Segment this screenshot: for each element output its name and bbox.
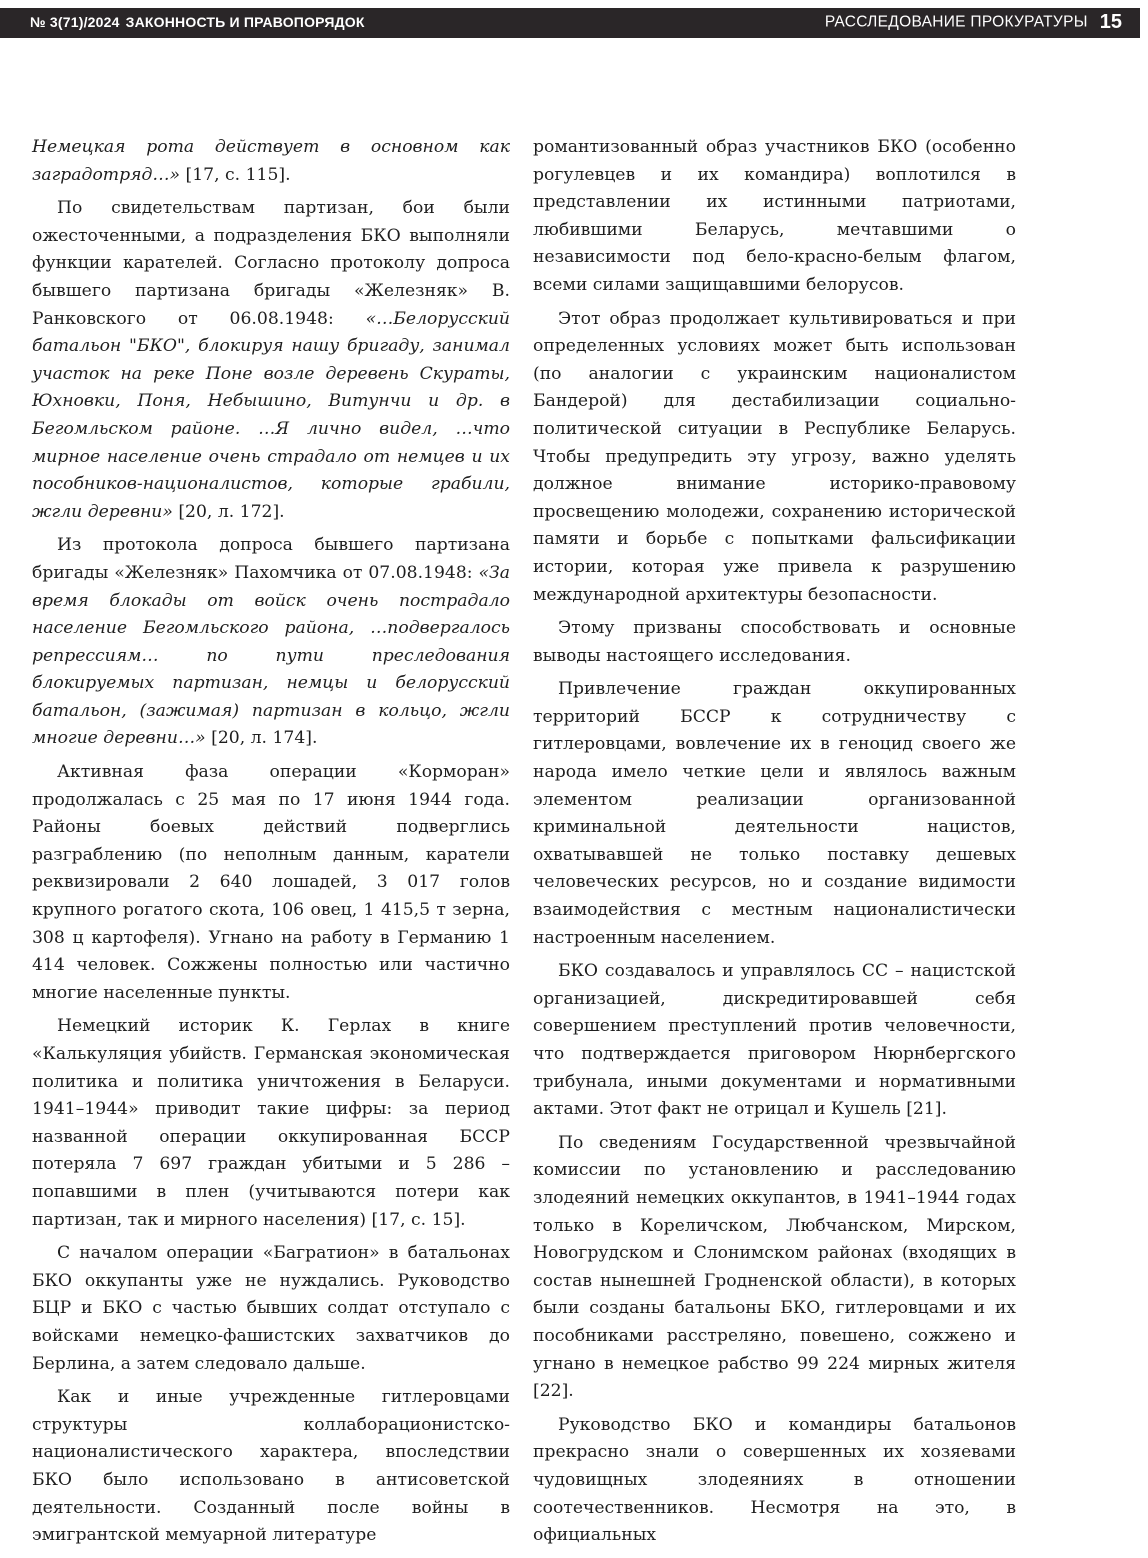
paragraph-text: Из протокола допроса бывшего партизана бригады «Железняк» Пахомчика от 07.08.1948: (32, 535, 510, 583)
paragraph: БКО создавалось и управлялось СС – нацистской организацией, дискредитировавшей себя совершением преступлений против человечности, что подтверждается приговором Нюрнбергского трибунала, иными документами и нормативными актами. Этот факт не отрицал и Кушель [21]. (533, 961, 1016, 1120)
paragraph: Этому призваны способствовать и основные выводы настоящего исследования. (533, 618, 1016, 666)
issue-number: № 3(71)/2024 (30, 14, 120, 30)
quote-text: «…Белорусский батальон "БКО", блокируя нашу бригаду, занимал участок на реке Поне возле деревень Скураты, Юхновки, Поня, Небышино, Витунчи и др. в Бегомльском районе. …Я лично видел, …что мирное население очень страдало от немцев и их пособников-националистов, которые грабили, жгли деревни» (32, 308, 510, 522)
page-number: 15 (1099, 11, 1122, 33)
left-column (32, 134, 510, 1556)
paragraph: С началом операции «Багратион» в батальонах БКО оккупанты уже не нуждались. Руководство БЦР и БКО с частью бывших солдат отступало с войсками немецко-фашистских захватчиков до Берлина, а затем следовало дальше. (32, 1243, 510, 1374)
paragraph: Активная фаза операции «Корморан» продолжалась с 25 мая по 17 июня 1944 года. Районы боевых действий подверглись разграблению (по неполным данным, каратели реквизировали 2 640 лошадей, 3 017 голов крупного рогатого скота, 106 овец, 1 415,5 т зерна, 308 ц картофеля). Угнано на работу в Германию 1 414 человек. Сожжены полностью или частично многие населенные пункты. (32, 762, 510, 1003)
paragraph (32, 532, 510, 753)
section-info (825, 11, 1122, 34)
citation: [17, с. 115]. (180, 164, 291, 185)
paragraph (32, 134, 510, 189)
right-column (533, 134, 1016, 1556)
paragraph: Этот образ продолжает культивироваться и при определенных условиях может быть использован (по аналогии с украинским националистом Бандерой) для дестабилизации социально-политической ситуации в Республике Беларусь. Чтобы предупредить эту угрозу, важно уделять должное внимание историко-правовому просвещению молодежи, сохранению исторической памяти и борьбе с попытками фальсификации истории, которая уже привела к разрушению международной архитектуры безопасности. (533, 308, 1016, 605)
paragraph: Немецкий историк К. Герлах в книге «Калькуляция убийств. Германская экономическая политика и политика уничтожения в Беларуси. 1941–1944» приводит такие цифры: за период названной операции оккупированная БССР потеряла 7 697 граждан убитыми и 5 286 – попавшими в плен (учитываются потери как партизан, так и мирного населения) [17, с. 15]. (32, 1016, 510, 1230)
paragraph: Привлечение граждан оккупированных территорий БССР к сотрудничеству с гитлеровцами, вовлечение их в геноцид своего же народа имело четкие цели и являлось важным элементом реализации организованной криминальной деятельности нацистов, охватывавшей не только поставку дешевых человеческих ресурсов, но и создание видимости взаимодействия с местным националистически настроенным населением. (533, 679, 1016, 948)
quote-text: «За время блокады от войск очень пострадало население Бегомльского района, …подвергалось репрессиям… по пути преследования блокируемых партизан, немцы и белорусский батальон, (зажимая) партизан в кольцо, жгли многие деревни…» (32, 562, 510, 749)
paragraph: Руководство БКО и командиры батальонов прекрасно знали о совершенных их хозяевами чудовищных злодеяниях в отношении соотечественников. Несмотря на это, в официальных (533, 1414, 1016, 1546)
paragraph: Как и иные учрежденные гитлеровцами структуры коллаборационистско-националистического характера, впоследствии БКО было использовано в антисоветской деятельности. Созданный после войны в эмигрантской мемуарной литературе (32, 1387, 510, 1546)
page-header (0, 8, 1140, 38)
citation: [20, л. 172]. (172, 501, 285, 522)
paragraph: романтизованный образ участников БКО (особенно рогулевцев и их командира) воплотился в представлении их истинными патриотами, любившими Беларусь, мечтавшими о независимости под бело-красно-белым флагом, всеми силами защищавшими белорусов. (533, 137, 1016, 295)
citation: [20, л. 174]. (205, 728, 318, 749)
journal-info (30, 14, 365, 30)
quote-text: Немецкая рота действует в основном как заградотряд…» (32, 137, 510, 185)
paragraph: По сведениям Государственной чрезвычайной комиссии по установлению и расследованию злодеяний немецких оккупантов, в 1941–1944 годах только в Кореличском, Любчанском, Мирском, Новогрудском и Слонимском районах (входящих в состав нынешней Гродненской области), в которых были созданы батальоны БКО, гитлеровцами и их пособниками расстреляно, повешено, сожжено и угнано в немецкое рабство 99 224 мирных жителя [22]. (533, 1132, 1016, 1402)
journal-title: ЗАКОННОСТЬ И ПРАВОПОРЯДОК (125, 14, 365, 30)
paragraph-text: По свидетельствам партизан, бои были ожесточенными, а подразделения БКО выполняли функции карателей. Согласно протоколу допроса бывшего партизана бригады «Железняк» В. Ранковского от 06.08.1948: (32, 198, 510, 329)
section-title: РАССЛЕДОВАНИЕ ПРОКУРАТУРЫ (824, 13, 1088, 31)
paragraph (32, 195, 510, 526)
